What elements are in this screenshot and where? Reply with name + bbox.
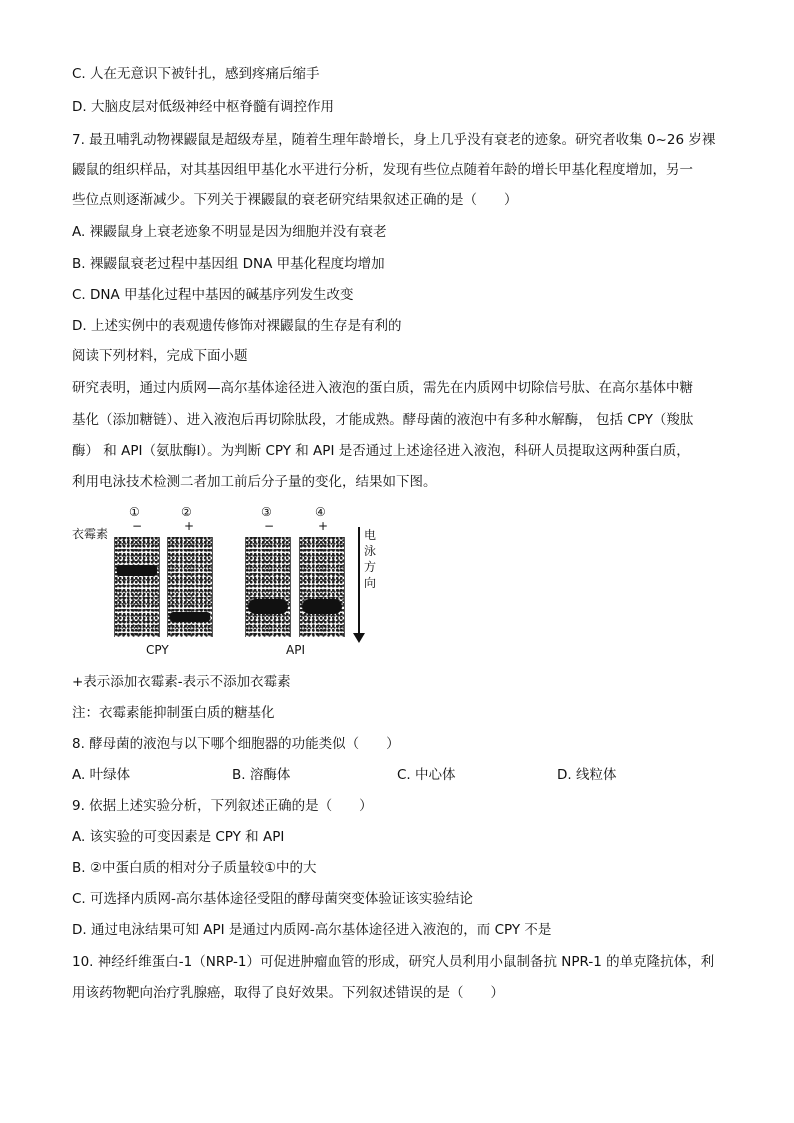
gel-lane-1 bbox=[114, 537, 160, 637]
q9-option-c: C. 可选择内质网-高尔基体途径受阻的酵母菌突变体验证该实验结论 bbox=[72, 891, 473, 907]
lane-4-number: ④ bbox=[315, 505, 326, 519]
lane-3-number: ③ bbox=[261, 505, 272, 519]
material-line-2: 基化（添加糖链）、进入液泡后再切除肽段，才能成熟。酵母菌的液泡中有多种水解酶， 包括 CPY（羧肽 bbox=[72, 412, 694, 428]
material-line-3: 酶） 和 API（氨肽酶Ⅰ）。为判断 CPY 和 API 是否通过上述途径进入液泡，科研人员提取这两种蛋白质， bbox=[72, 443, 690, 459]
q7-option-d: D. 上述实例中的表观遗传修饰对裸鼹鼠的生存是有利的 bbox=[72, 318, 402, 334]
q9-option-a: A. 该实验的可变因素是 CPY 和 API bbox=[72, 829, 285, 845]
reagent-label: 衣霉素 bbox=[72, 527, 109, 541]
gel-lane-2 bbox=[167, 537, 213, 637]
material-intro: 阅读下列材料，完成下面小题 bbox=[72, 348, 248, 364]
gel-lane-4 bbox=[299, 537, 345, 637]
gel-lane-3 bbox=[245, 537, 291, 637]
cpy-group-label: CPY bbox=[146, 643, 169, 657]
q8-option-a: A. 叶绿体 bbox=[72, 767, 131, 783]
protein-band bbox=[117, 565, 157, 576]
lane-1-number: ① bbox=[129, 505, 140, 519]
material-line-1: 研究表明，通过内质网—高尔基体途径进入液泡的蛋白质，需先在内质网中切除信号肽、在高尔基体中糖 bbox=[72, 380, 693, 396]
q7-option-c: C. DNA 甲基化过程中基因的碱基序列发生改变 bbox=[72, 287, 354, 303]
protein-band bbox=[302, 599, 342, 614]
lane-4-sign: + bbox=[318, 519, 329, 533]
q8-option-c: C. 中心体 bbox=[397, 767, 456, 783]
lane-2-number: ② bbox=[181, 505, 192, 519]
material-line-4: 利用电泳技术检测二者加工前后分子量的变化，结果如下图。 bbox=[72, 474, 437, 490]
protein-band bbox=[170, 612, 210, 622]
q10-stem-line-1: 10. 神经纤维蛋白-1（NRP-1）可促进肿瘤血管的形成，研究人员利用小鼠制备抗 NPR-1 的单克隆抗体，利 bbox=[72, 954, 715, 970]
q7-stem-line-3: 些位点则逐渐减少。下列关于裸鼹鼠的衰老研究结果叙述正确的是（ ） bbox=[72, 192, 518, 208]
lane-1-sign: − bbox=[132, 519, 143, 533]
q8-options bbox=[72, 765, 712, 785]
q8-option-d: D. 线粒体 bbox=[557, 767, 617, 783]
direction-arrow bbox=[358, 527, 360, 635]
lane-3-sign: − bbox=[264, 519, 275, 533]
q8-stem: 8. 酵母菌的液泡与以下哪个细胞器的功能类似（ ） bbox=[72, 736, 400, 752]
q7-option-a: A. 裸鼹鼠身上衰老迹象不明显是因为细胞并没有衰老 bbox=[72, 224, 387, 240]
legend-line: +表示添加衣霉素-表示不添加衣霉素 bbox=[72, 674, 291, 690]
q7-option-b: B. 裸鼹鼠衰老过程中基因组 DNA 甲基化程度均增加 bbox=[72, 256, 385, 272]
note-line: 注：衣霉素能抑制蛋白质的糖基化 bbox=[72, 705, 275, 721]
q10-stem-line-2: 用该药物靶向治疗乳腺癌，取得了良好效果。下列叙述错误的是（ ） bbox=[72, 985, 504, 1001]
q8-option-b: B. 溶酶体 bbox=[232, 767, 291, 783]
electrophoresis-figure bbox=[72, 505, 402, 660]
q7-stem-line-2: 鼹鼠的组织样品，对其基因组甲基化水平进行分析，发现有些位点随着年龄的增长甲基化程度增加，另一 bbox=[72, 162, 693, 178]
q6-option-d: D. 大脑皮层对低级神经中枢脊髓有调控作用 bbox=[72, 99, 334, 115]
arrow-down-icon bbox=[353, 633, 365, 643]
direction-label: 电泳方向 bbox=[364, 528, 377, 590]
q9-option-b: B. ②中蛋白质的相对分子质量较①中的大 bbox=[72, 860, 317, 876]
q9-option-d: D. 通过电泳结果可知 API 是通过内质网-高尔基体途径进入液泡的，而 CPY 不是 bbox=[72, 922, 552, 938]
lane-2-sign: + bbox=[184, 519, 195, 533]
q6-option-c: C. 人在无意识下被针扎，感到疼痛后缩手 bbox=[72, 66, 320, 82]
q9-stem: 9. 依据上述实验分析，下列叙述正确的是（ ） bbox=[72, 798, 373, 814]
protein-band bbox=[248, 599, 288, 614]
api-group-label: API bbox=[286, 643, 305, 657]
q7-stem-line-1: 7. 最丑哺乳动物裸鼹鼠是超级寿星，随着生理年龄增长，身上几乎没有衰老的迹象。研究者收集 0~26 岁裸 bbox=[72, 132, 716, 148]
